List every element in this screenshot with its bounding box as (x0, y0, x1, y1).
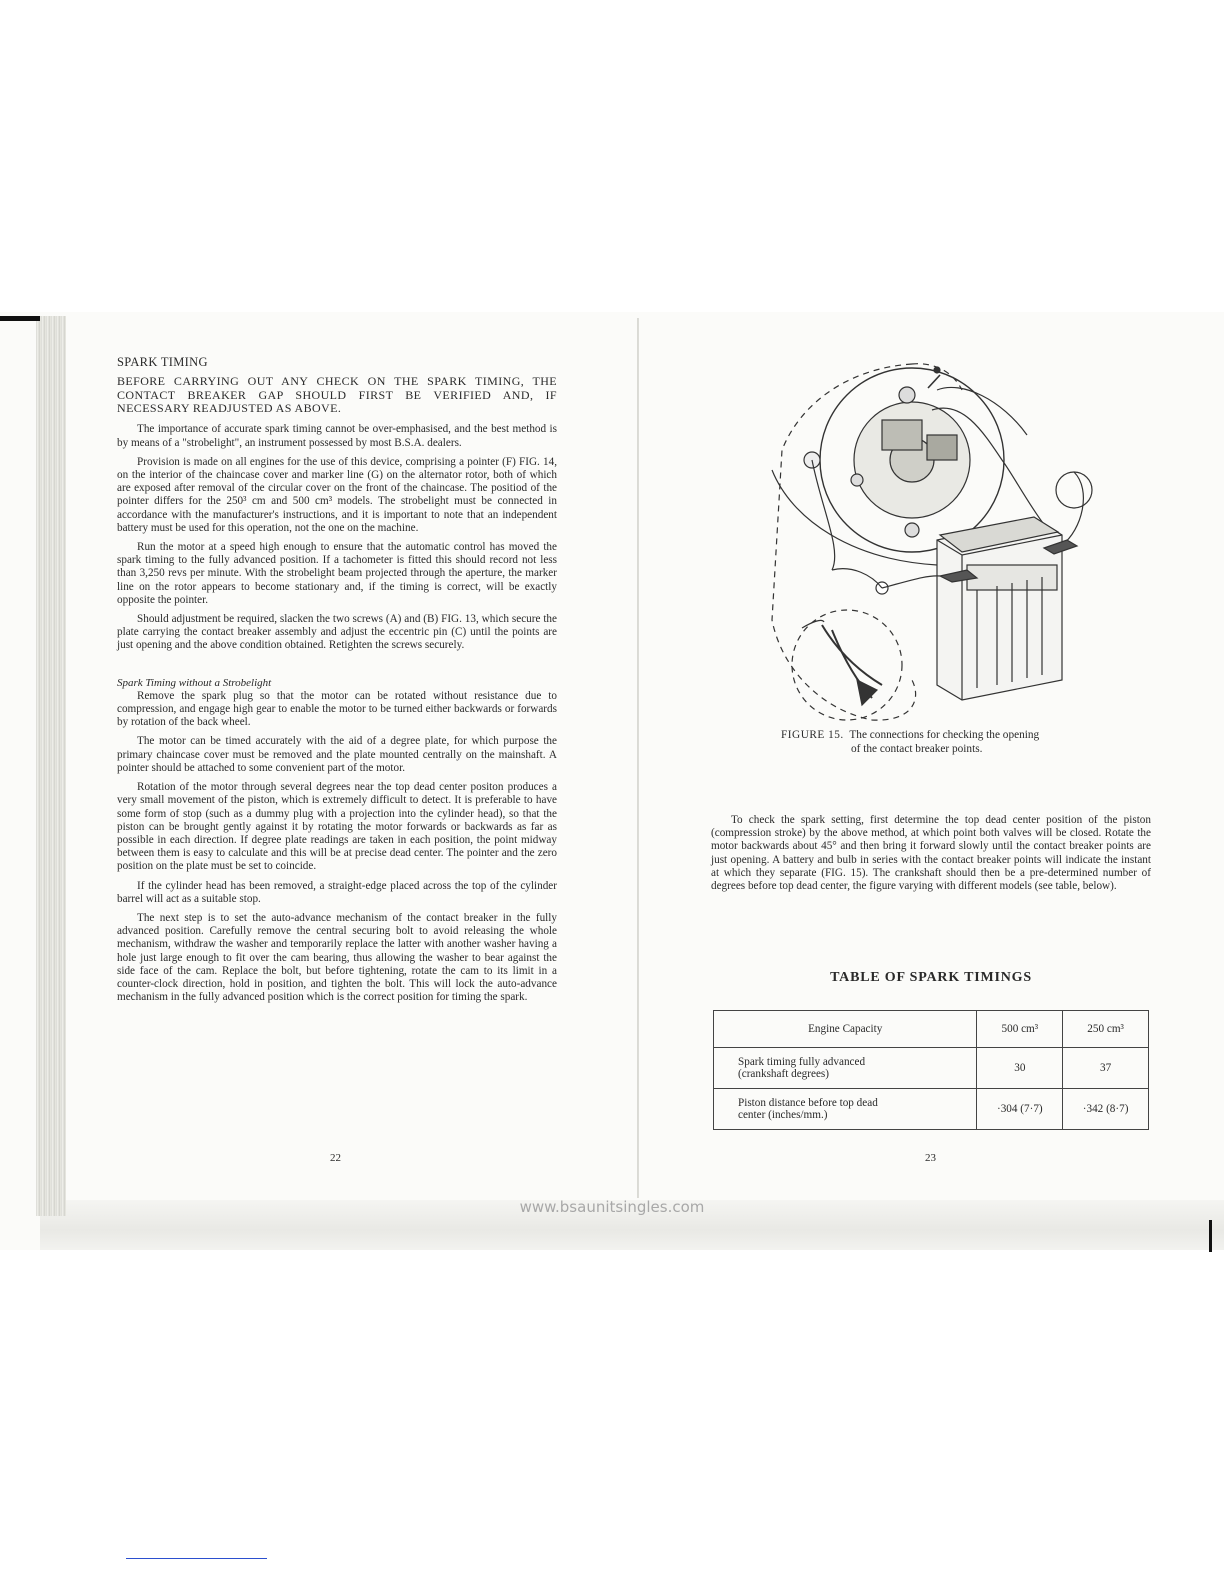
page-number-left: 22 (330, 1152, 341, 1164)
caption-text-line2: of the contact breaker points. (851, 743, 983, 755)
body-paragraph: If the cylinder head has been removed, a straight-edge placed across the top of the cylinder barrel will act as a suitable stop. (117, 879, 557, 905)
wire (832, 569, 882, 588)
spark-timings-table (713, 1010, 1149, 1130)
subheading: Spark Timing without a Strobelight (117, 676, 272, 689)
page-stack-edge (36, 316, 66, 1216)
body-paragraph: The importance of accurate spark timing cannot be over-emphasised, and the best method is by means of a "strobelight", an instrument possessed by most B.S.A. dealers. (117, 423, 557, 449)
figure-caption (781, 728, 1111, 756)
figure-label: FIGURE 15. (781, 729, 844, 741)
row-label-line: Spark timing fully advanced (738, 1056, 866, 1068)
wire (812, 460, 835, 570)
header-cell: 500 cm³ (977, 1011, 1063, 1048)
body-paragraph: Provision is made on all engines for the use of this device, comprising a pointer (F) FIG. 14, on the interior of the chaincase cover and marker line (G) on the alternator rotor, both of which are exposed after removal of the circular cover on the front of the chaincase. The positiod of the pointer differs for the 250³ cm and 500 cm³ models. The strobelight must be connected in accordance with the manufacturer's instructions, and it is important to note that an independent battery must be used for this operation, not the one on the machine. (117, 455, 557, 534)
body-paragraph: Should adjustment be required, slacken the two screws (A) and (B) FIG. 13, which secure the plate carrying the contact breaker assembly and adjust the eccentric pin (C) until the points are just opening and the above condition obtained. Retighten the screws securely. (117, 613, 557, 652)
cell-value: ·342 (8·7) (1063, 1089, 1149, 1130)
row-label-line: (crankshaft degrees) (738, 1068, 830, 1080)
cell-value: 37 (1063, 1048, 1149, 1089)
body-paragraph: The motor can be timed accurately with the aid of a degree plate, for which purpose the primary chaincase cover must be removed and the plate mounted centrally on the mainshaft. A pointer should be attached to some convenient part of the motor. (117, 735, 557, 774)
body-paragraph: Run the motor at a speed high enough to ensure that the automatic control has moved the spark timing to the fully advanced position. If a tachometer is fitted this should record not less than 3,250 revs per minute. With the strobelight beam projected through the aperture, the marker line on the rotor appears to become stationary and, if the timing is correct, will be exactly opposite the pointer. (117, 541, 557, 606)
header-cell: 250 cm³ (1063, 1011, 1149, 1048)
page-number-right: 23 (925, 1152, 936, 1164)
row-label-line: Piston distance before top dead (738, 1097, 878, 1109)
inset-detail (792, 610, 902, 720)
row-label (714, 1089, 977, 1130)
body-paragraph: Remove the spark plug so that the motor can be rotated without resistance due to compression, and engage high gear to enable the motor to be turned either backwards or forwards by rotation of the back wheel. (117, 689, 557, 729)
header-cell: Engine Capacity (714, 1011, 977, 1048)
section-heading: SPARK TIMING (117, 355, 208, 369)
figure-15-diagram (762, 360, 1142, 726)
table-row (714, 1089, 1149, 1130)
warning-text: BEFORE CARRYING OUT ANY CHECK ON THE SPARK TIMING, THE CONTACT BREAKER GAP SHOULD FIRST BE VERIFIED AND, IF NECESSARY READJUSTED AS ABOVE. (117, 374, 557, 416)
body-paragraph-right: To check the spark setting, first determine the top dead center position of the piston (compression stroke) by the above method, at which point both valves will be closed. Rotate the motor backwards about 45° and then bring it forward slowly until the contact breaker points are just opening. A battery and bulb in series with the contact breaker points will indicate the instant at which they separate (FIG. 15). The crankshaft should then be a pre-determined number of degrees before top dead center, the figure varying with different models (see table, below). (711, 814, 1151, 893)
center-fold (637, 318, 639, 1198)
body-paragraph: Rotation of the motor through several degrees near the top dead center positon produces a very small movement of the piston, which is extremely difficult to detect. It is preferable to have some form of stop (such as a dummy plug with a projection into the cylinder head), so that the piston can be brought gently against it by rotating the motor forwards or backwards as far as possible in each direction. If degree plate readings are taken in each position, the point midway between them is easy to calculate and this will be at precise dead center. The pointer and the zero position on the plate must be set to coincide. (117, 781, 557, 873)
caption-text-line1: The connections for checking the opening (849, 729, 1040, 741)
row-label-line: center (inches/mm.) (738, 1109, 828, 1121)
cell-value: ·304 (7·7) (977, 1089, 1063, 1130)
wire (882, 576, 940, 588)
left-page (117, 356, 557, 1010)
row-label (714, 1048, 977, 1089)
table-title: TABLE OF SPARK TIMINGS (830, 970, 1032, 985)
scan-edge-mark-right (1209, 1220, 1212, 1252)
table-row (714, 1048, 1149, 1089)
table-header-row (714, 1011, 1149, 1048)
cell-value: 30 (977, 1048, 1063, 1089)
link-underline (126, 1558, 267, 1559)
watermark-link[interactable]: www.bsaunitsingles.com (519, 1198, 705, 1216)
battery (937, 517, 1062, 700)
scan-edge-mark (0, 316, 40, 321)
body-paragraph: The next step is to set the auto-advance mechanism of the contact breaker in the fully advanced position. Carefully remove the central securing bolt to avoid releasing the whole mechanism, withdraw the washer and temporarily replace the latter with another washer having a hole just large enough to fit over the cam bearing, thus allowing the washer to bear against the side face of the cam. Replace the bolt, but before tightening, rotate the cam to its limit in a counter-clock direction, hold in position, and tighten the bolt. This will lock the auto-advance mechanism in the fully advanced position which is the correct position for timing the spark. (117, 911, 557, 1004)
